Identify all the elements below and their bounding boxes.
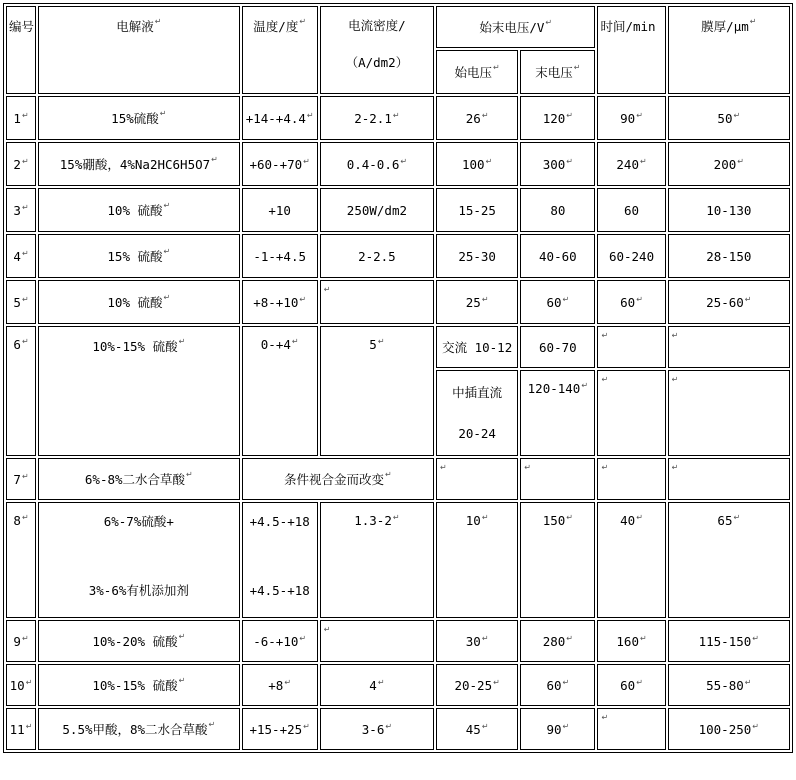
cell-time: 60 [597,188,665,232]
cell-conditions: 条件视合金而改变↵ [242,458,434,500]
cell-thickness: 200↵ [668,142,790,186]
cell-electrolyte: 10%-20% 硫酸↵ [38,620,240,662]
cell-end-voltage: 280↵ [520,620,595,662]
cell-start-voltage: ↵ [436,458,518,500]
cell-thickness: 10-130 [668,188,790,232]
cell-electrolyte: 15%硼酸，4%Na2HC6H5O7↵ [38,142,240,186]
cell-end-voltage: 40-60 [520,234,595,278]
cell-temperature: +4.5-+18 +4.5-+18 [242,502,318,618]
cell-thickness: 25-60↵ [668,280,790,324]
table-row [6,502,790,618]
header-temperature: 温度/度↵ [242,6,318,94]
cell-end-voltage: 300↵ [520,142,595,186]
cell-start-voltage: 25-30 [436,234,518,278]
cell-no: 11↵ [6,708,36,750]
table-row [6,234,790,278]
cell-no: 9↵ [6,620,36,662]
header-time: 时间/min [597,6,665,94]
cell-time: 60↵ [597,280,665,324]
cell-end-voltage: 60↵ [520,280,595,324]
cell-electrolyte: 15% 硫酸↵ [38,234,240,278]
cell-time: ↵ [597,708,665,750]
cell-thickness: 50↵ [668,96,790,140]
cell-electrolyte: 5.5%甲酸，8%二水合草酸↵ [38,708,240,750]
cell-electrolyte: 6%-8%二水合草酸↵ [38,458,240,500]
cell-start-voltage: 45↵ [436,708,518,750]
cell-electrolyte: 10% 硫酸↵ [38,280,240,324]
header-end-voltage: 末电压↵ [520,50,595,94]
cell-start-voltage: 30↵ [436,620,518,662]
header-thickness: 膜厚/μm↵ [668,6,790,94]
table-row [6,188,790,232]
cell-no: 4↵ [6,234,36,278]
table-row [6,326,790,368]
cell-current: 4↵ [320,664,434,706]
cell-current: 5↵ [320,326,434,456]
cell-electrolyte: 6%-7%硫酸+ 3%-6%有机添加剂 [38,502,240,618]
cell-end-voltage: 60-70 [520,326,595,368]
cell-no: 8↵ [6,502,36,618]
cell-current: 3-6↵ [320,708,434,750]
cell-thickness: ↵ [668,458,790,500]
header-current-density: 电流密度/ （A/dm2） [320,6,434,94]
cell-current: ↵ [320,620,434,662]
table-row [6,664,790,706]
cell-no: 1↵ [6,96,36,140]
table-row [6,142,790,186]
cell-end-voltage: 80 [520,188,595,232]
cell-electrolyte: 10%-15% 硫酸↵ [38,664,240,706]
cell-no: 10↵ [6,664,36,706]
table-row [6,458,790,500]
cell-no: 3↵ [6,188,36,232]
cell-no: 2↵ [6,142,36,186]
cell-start-voltage: 10↵ [436,502,518,618]
cell-thickness: ↵ [668,326,790,368]
cell-current: 0.4-0.6↵ [320,142,434,186]
cell-current: 1.3-2↵ [320,502,434,618]
cell-time: ↵ [597,326,665,368]
cell-no: 7↵ [6,458,36,500]
cell-thickness: 100-250↵ [668,708,790,750]
cell-end-voltage: 150↵ [520,502,595,618]
cell-temperature: +8-+10↵ [242,280,318,324]
cell-current: ↵ [320,280,434,324]
cell-thickness: 115-150↵ [668,620,790,662]
table-row [6,280,790,324]
cell-current: 250W/dm2 [320,188,434,232]
cell-time: 60↵ [597,664,665,706]
cell-current: 2-2.5 [320,234,434,278]
cell-time: ↵ [597,370,665,456]
cell-start-voltage: 100↵ [436,142,518,186]
cell-start-voltage: 26↵ [436,96,518,140]
cell-end-voltage: 120↵ [520,96,595,140]
header-voltage: 始末电压/V↵ [436,6,595,48]
cell-current: 2-2.1↵ [320,96,434,140]
cell-temperature: +14-+4.4↵ [242,96,318,140]
header-electrolyte: 电解液↵ [38,6,240,94]
header-start-voltage: 始电压↵ [436,50,518,94]
cell-start-voltage: 20-25↵ [436,664,518,706]
cell-temperature: +8↵ [242,664,318,706]
cell-start-voltage: 25↵ [436,280,518,324]
cell-time: 40↵ [597,502,665,618]
cell-end-voltage: 120-140↵ [520,370,595,456]
cell-electrolyte: 10% 硫酸↵ [38,188,240,232]
cell-temperature: -6-+10↵ [242,620,318,662]
anodizing-table [3,3,793,753]
cell-end-voltage: 60↵ [520,664,595,706]
cell-temperature: +60-+70↵ [242,142,318,186]
cell-time: 160↵ [597,620,665,662]
table-row [6,96,790,140]
cell-start-voltage: 15-25 [436,188,518,232]
cell-no: 6↵ [6,326,36,456]
cell-thickness: ↵ [668,370,790,456]
cell-time: 240↵ [597,142,665,186]
cell-temperature: +10 [242,188,318,232]
cell-start-voltage: 中插直流 20-24 [436,370,518,456]
cell-temperature: +15-+25↵ [242,708,318,750]
cell-no: 5↵ [6,280,36,324]
table-row [6,708,790,750]
cell-time: ↵ [597,458,665,500]
cell-end-voltage: ↵ [520,458,595,500]
cell-electrolyte: 10%-15% 硫酸↵ [38,326,240,456]
cell-time: 60-240 [597,234,665,278]
cell-temperature: 0-+4↵ [242,326,318,456]
cell-end-voltage: 90↵ [520,708,595,750]
cell-thickness: 65↵ [668,502,790,618]
header-no: 编号 [6,6,36,94]
cell-start-voltage: 交流 10-12 [436,326,518,368]
cell-electrolyte: 15%硫酸↵ [38,96,240,140]
cell-time: 90↵ [597,96,665,140]
cell-temperature: -1-+4.5 [242,234,318,278]
table-row [6,620,790,662]
cell-thickness: 55-80↵ [668,664,790,706]
cell-thickness: 28-150 [668,234,790,278]
